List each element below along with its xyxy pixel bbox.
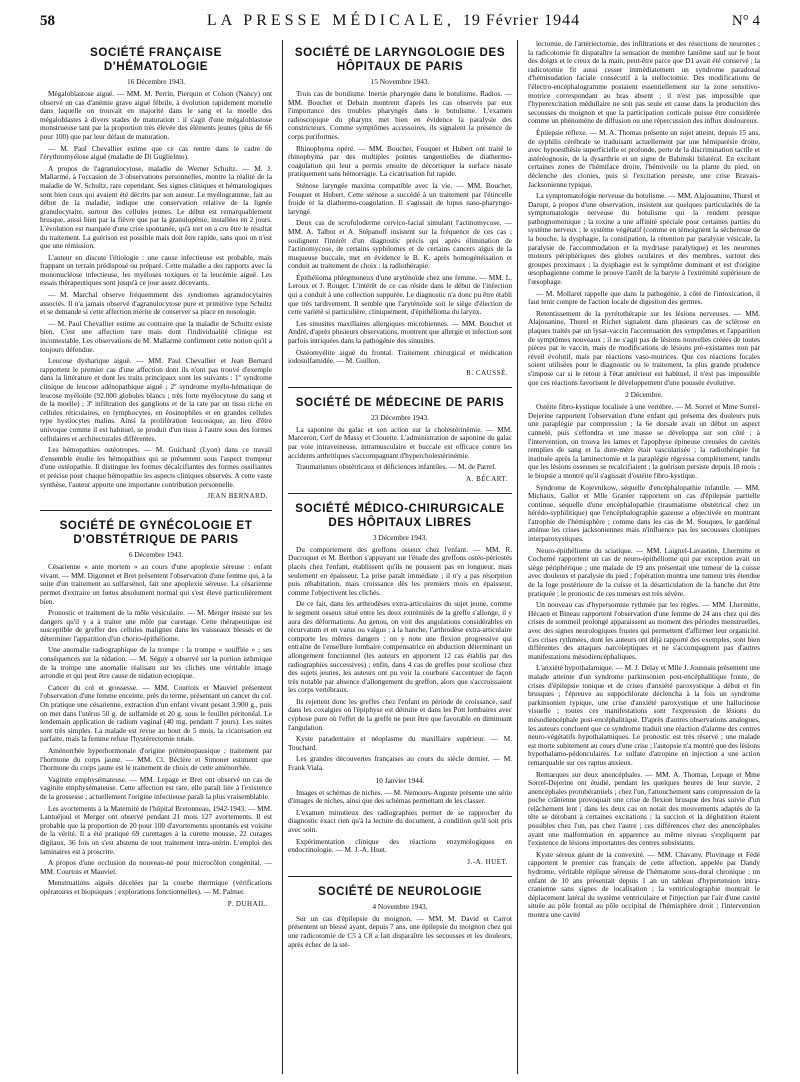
signature: J.-A. HUET.: [467, 857, 509, 866]
article-group: [528, 40, 760, 387]
signature: JEAN BERNARD.: [207, 492, 268, 501]
column-middle: [282, 40, 518, 1074]
article-paragraph: De ce fait, dans les arthrodèses extra-articulaires du sujet jeune, comme le segment osseux situé entre les deux extrémités de la greffe s'allonge, il y aura des déformations. Au genou, on voit des angulations considérables en récurvatum et en varus ou valgus ; à la hanche, l'arthrodèse extra-articulaire comporte les mêmes dangers : on y note une flexion progressive qui entraîne de l'ensellure lombaire compensatrice en abduction déterminant un allongement fonctionnel (les auteurs en apportent 12 cas établis par des radiographies successives) ; enfin, dans 4 cas de greffes pour scoliose chez des sujets jeunes, les auteurs ont pu voir la courbure s'accentuer de façon très notable par absence d'allongement du greffon, alors que s'accroissaient les corps vertébraux.: [287, 599, 513, 695]
section-date: 2 Décembre.: [625, 390, 663, 400]
article-group: [288, 915, 512, 949]
article-paragraph: Ostéomyélite aiguë du frontal. Traitement chirurgical et médication iodosulfamidée. — M. Guillon.: [287, 347, 513, 366]
article-group: [40, 90, 272, 489]
article-paragraph: Leucose dysharique aiguë. — MM. Paul Chevallier et Jean Bernard rapportent le premier cas d'une affection dont ils n'ont pas trouvé d'exemple dans la littérature et dont les traits principaux sont les suivants : 1º syndrome clinique de leucose adénopathique aiguë ; 2º syndrome myélo-hématique de leucose myéloïde (92.000 globules blancs ; très forte myélocytose du sang et de la moelle) ; 3º infiltration des ganglions et de la rate par un tissu riche en cellules réticulaires, en lymphocytes, en éosinophiles et en grandes cellules type hystiocytes malins. Ainsi la prolifération leucosique, au lieu d'être univoque comme il est habituel, se produit d'un tissu à l'autre sous des formes cellulaires et architecturales différentes.: [40, 356, 272, 443]
article-paragraph: — M. Paul Chevallier estime au contraire que la maladie de Schultz existe bien. C'est une affection rare mais dont l'individualité clinique est incontestable. Les observations de M. Mallarmé confirment cette notion qu'il a toujours défendue.: [40, 318, 272, 354]
section-title: SOCIÉTÉ DE MÉDECINE DE PARIS: [288, 387, 512, 410]
section-title: SOCIÉTÉ MÉDICO-CHIRURGICALE DES HÔPITAUX LIBRES: [288, 493, 512, 530]
article-paragraph: Les avortements à la Maternité de l'hôpital Bretonneau, 1942-1943. — MM. Lantuéjoul et Merger ont observé pendant 21 mois 127 avortements. Il est probable que la proportion de 20 pour 100 d'avortements spontanés est voisine de la vérité. Il a été pratiqué 69 curettages à la curette mousse, 22 curages digitaux, 36 fois on s'est abstenu de tout traitement intra-utérin. L'emploi des laminaires est à proscrire.: [40, 803, 272, 856]
article-paragraph: Syndrome de Kojevnikow, séquelle d'encéphalopathie infantile. — MM. Michaux, Gallot et Mlle Granier rapportent un cas d'épilepsie partielle continue, séquelle d'une encéphalopathie (traumatisme obstétrical chez un hérédo-syphilitique) que l'encéphalographie gazeuse a objectivée en montrant l'atrophie de l'hémisphère ; comme dans les cas de M. Souques, le gardénal atténue les crises jacksoniennes mais n'influence pas les secousses cloniques interparoxystiques.: [528, 482, 761, 544]
article-group: [288, 426, 512, 472]
issue-number: N° 4: [731, 12, 760, 29]
section-date: 23 Décembre 1943.: [370, 412, 430, 422]
section-date: 15 Novembre 1943.: [370, 77, 430, 86]
section-title: SOCIÉTÉ DE LARYNGOLOGIE DES HÔPITAUX DE PARIS: [294, 46, 506, 73]
signature: A. BÉCART.: [466, 474, 509, 483]
article-paragraph: Menstruations aiguës décelées par la courbe thermique (vérifications opératoires et biopsiques ; explorations fonctionnelles). — M. Palmer.: [40, 878, 272, 896]
article-group: [528, 403, 760, 919]
article-paragraph: Les hémopathies ostéotropes. — M. Guichard (Lyon) dans ce travail d'ensemble étudie les hémopathies qui se présentent sous l'aspect trompeur d'une ostéopathie. Il distingue les formes décalcifiantes des formes ossifiantes et précise pour chaque hémopathie les aspects cliniques observés. A cette vaste synthèse, l'auteur apporte une importante contribution personnelle.: [40, 445, 272, 489]
article-paragraph: Expérimentation clinique des réactions enzymologiques en endocrinologie. — M. J.-A. Huet.: [287, 836, 513, 855]
article-paragraph: Rhinophyma opéré. — MM. Bouchet, Fouquet et Hubert ont traité le rhinophyma par des multiples pointes tangentielles de diathermo-coagulation qui leur a permis ensuite de décortiquer la surface nasale pratiquement sans hémorragie. La cicatrisation fut rapide.: [287, 143, 513, 179]
section-date: 10 Janvier 1944.: [375, 775, 425, 785]
columns: [40, 40, 760, 1074]
article-paragraph: Kyste séreux géant de la convexité. — MM. Chavany, Pluvinage et Fédé rapportent le premier cas français de cette affection, appelée par Dandy hydrome, véritable réplique séreuse de l'hématome sous-dural chronique ; un enfant de 10 ans présentait depuis 1 an un tableau d'hypertension intra-cranienne sans signes de localisation ; la ventriculographie montrait le déplacement latéral du système ventriculaire et l'injection par l'air d'une cavité située au pôle frontal au pôle occipital de l'hémisphère droit ; l'intervention montra une cavité: [528, 849, 761, 919]
article-group: [40, 563, 272, 896]
article-paragraph: Sur un cas d'épilepsie du moignon. — MM. M. David et Carrot présentent un blessé ayant, depuis 7 ans, une épilepsie du moignon chez qui une radicotomie de C5 à C8 a fait disparaître les secousses et les douleurs, après échec de la sté-: [287, 913, 513, 949]
article-paragraph: Césarienne « ante mortem » au cours d'une apoplexie séreuse : enfant vivant. — MM. Digonnet et Bret présentent l'observation d'une femme qui, à la suite d'un traitement au sulfarsénol, fait une apoplexie séreuse. La césarienne permet d'extraire un fœtus absolument normal qui s'est élevé particulièrement bien.: [40, 562, 272, 606]
article-paragraph: La symptomatologie nerveuse du botulisme. — MM. Alajouanine, Thurel et Darupt, à propos d'une observation, insistent sur quelques particularités de la symptomatologie nerveuse du botulisme qui la rendent presque pathognomonique ; la toxine a une affinité spéciale pour certaines parties du système nerveux ; le système végétatif (comme en témoignent la sécheresse de la bouche, la dysphagie, la constipation, la rétention par paralysie vésicale, la paralysie de l'accommodation et la mydriase paralytique) et les neurones moteurs périphériques des globes oculaires et des membres, surtout des groupes proximaux ; la dysphagie est le symptôme dominant et est d'origine œsophagienne comme le prouve l'arrêt de la baryte à l'extrémité supérieure de l'œsophage.: [528, 191, 761, 287]
article-paragraph: A propos de l'agranulocytose, maladie de Werner Schultz. — M. J. Mallarmé, à l'occasion de 3 observations personnelles, montre la réalité de la maladie de W. Schultz, rare cependant. Ses signes cliniques et hématologiques sont bien ceux qui avaient été décrits par son auteur. Le myélogramme, fait au début de la maladie, indique une conservation relative de la lignée granulocytaire, surtout des cellules jeunes. Le début est remarquablement brusque, aussi bien par la fièvre que par la granulopénie, installées en 2 jours. L'évolution est marquée d'une crise spontanée, qu'à tort on a cru être le résultat du traitement. La guérison est possible mais doit être rapide, sans quoi on n'est que une rémission.: [40, 163, 272, 251]
signature: P. DUHAIL.: [227, 899, 268, 908]
article-paragraph: L'auteur en discute l'étiologie : une cause infectieuse est probable, mais frappant un terrain prédisposé ou préparé. Cette maladie a des rapports avec la mononucléose infectieuse, les myéloses toxiques et la leucémie aiguë. Les essais thérapeutiques sont jusqu'à ce jour assez décevants.: [40, 252, 272, 288]
article-paragraph: Trois cas de botulisme. Inertie pharyngée dans le botulisme. Radios. — MM. Bouchet et Debain montrent d'après les cas observés par eux l'importance des troubles pharyngés dans le botulisme. L'examen radioscopique du pharynx met bien en évidence la paralysie des constricteurs. Comme symptômes accessoires, ils signalent la présence de corps puriformes.: [287, 89, 513, 141]
section-title: SOCIÉTÉ DE GYNÉCOLOGIE ET D'OBSTÉTRIQUE DE PARIS: [40, 510, 272, 547]
article-paragraph: Retentissement de la pyrétothérapie sur les lésions nerveuses. — MM. Alajouanine, Thurel et Richet signalent dans plusieurs cas de sclérose en plaques traités par un lysat-vaccin l'accentuation des symptômes et l'apparition de symptômes nouveaux ; il ne s'agit pas de lésions nouvelles créées de toutes pièces par le vaccin, mais de modifications de lésions pré-existantes non par réveil évolutif, mais par réactions vaso-motrices. Que ces réactions focales soient utilisées pour le diagnostic ou le traitement, la plus grande prudence s'impose car si le retour à l'état antérieur est habituel, il n'est pas impossible que ces réactions favorisent le développement d'une poussée évolutive.: [528, 308, 761, 387]
article-paragraph: Ils rejettent donc les greffes chez l'enfant en période de croissance, sauf dans les coxalgies où l'épiphyse est détruite et dans les Pott lombaires avec cyphose pure où l'effet de la greffe ne peut être que favorable en diminuant l'angulation.: [287, 696, 513, 732]
article-group: [288, 90, 512, 366]
article-paragraph: L'anxiété hypothalamique. — M. J. Delay et Mlle J. Jounnais présentent une malade atteinte d'un syndrome parkinsonien post-encéphalitique fruste, de crises d'épilepsie tonique et de crises d'anxiété paroxystique à début et fin brusques ; l'épreuve au suppochlorate déclencha à la fois un syndrome parkinsonien typique, une crise d'anxiété paroxystique et une hallucinose visuelle ; toutes ces manifestations sont l'expression de lésions du mésodiencéphale post-encéphalitique. D'après d'autres observations analogues, les auteurs concluent que ce syndrome traduit une réaction d'alarme des centres neuro-végétatifs hypothalamiques. Le pronostic est très réservé ; une malade est morte subitement au cours d'une crise ; l'autopsie n'a montré que des lésions hypothalamo-pédonculaires. Le sulfate d'atropine en injection a une action remarquable sur ces raptus anxieux.: [528, 663, 761, 767]
article-paragraph: Du comportement des greffons osseux chez l'enfant. — MM. R. Ducroquet et M. Berthon s'appuyant sur l'étude des greffons ostéo-périostés placés chez l'enfant, établissent qu'ils ne poussent pas en longueur, mais seulement en épaisseur. La prise paraît immédiate ; il n'y a pas résorption puis réhabitation, mais croissance dès les premiers mois en épaisseur, comme l'objectivent les clichés.: [287, 544, 513, 597]
article-group: [288, 546, 512, 773]
article-paragraph: Les grandes découvertes françaises au cours du siècle dernier. — M. Frank Viala.: [287, 754, 513, 773]
journal-name: LA PRESSE MÉDICALE: [206, 12, 447, 29]
article-paragraph: Cancer du col et grossesse. — MM. Courtois et Mauviel présentent l'observation d'une femme enceinte, près du terme, présentant un cancer du col. On pratique une césarienne, extraction d'un enfant vivant pesant 3.900 g., puis on met dans l'utérus 50 g. de sulfamide et 20 g. sous le feuillet péritonéal. Le lendemain application de radium vaginal (40 mg. pendant 7 jours). Les suites sont très simples. La malade est revue au bout de 5 mois, la cicatrisation est parfaite, mais la femme refuse l'hystérectomie totale.: [40, 682, 272, 744]
article-paragraph: Un nouveau cas d'hypersomnie rythmée par les règles. — MM. Lhermitte, Hécaen et Bineau rapportent l'observation d'une femme de 24 ans chez qui des crises de sommeil prolongé apparaissent au moment des périodes menstruelles, avec des signes neurologiques frustes qui permettent d'affirmer leur organicité. Ces crises rythmées, dont les auteurs ont déjà rapporté des exemples, sont bien différentes des attaques narcoleptiques et ne s'accompagnent pas d'autres manifestations mésodiencéphaliques.: [528, 600, 761, 661]
article-paragraph: Images et schémas de niches. — M. Nemours-Auguste présente une série d'images de niches, ainsi que des schémas permettant de les classer.: [287, 787, 513, 806]
section-title: SOCIÉTÉ FRANÇAISE D'HÉMATOLOGIE: [90, 46, 222, 73]
article-paragraph: Kyste paradentaire et néoplasme du maxillaire supérieur. — M. Touchard.: [287, 734, 513, 752]
article-paragraph: Épithélioma phlegmoneux d'une aryténoïde chez une femme. — MM. L. Leroux et J. Rouget. L'intérêt de ce cas réside dans le début de l'infection qui a conduit à une collection suppurée. Le diagnostic n'a donc pu être établi que très tardivement. Il semble que l'aryténoïde soit le siège d'élection de cette variété si particulière, cliniquement, d'épithélioma du larynx.: [287, 272, 513, 317]
article-paragraph: lectomie, de l'artériectomie, des infiltrations et des résections de neurones ; la radicotomie fit disparaître la sensation de membre fantôme sauf sur le bout des doigts et le creux de la main, peut-être parce que D1 avait été conservé ; la radicotomie fit aussi cesser immédiatement un syndrome paradoxal d'hémisudation faciale consécutif à la stellectomie. Des modifications de l'électro-encéphalogramme postaient essentiellement sur la zone sensitivo-motrice correspondant au bras absent ; il n'est pas impossible que l'hyperexcitation médullaire ne soit pas seule en cause dans la production des secousses du moignon et que la participation corticale puisse être considérée comme un phénomène de diffusion ou une répercussion des influx douloureux.: [528, 40, 761, 126]
article-paragraph: Une anomalie radiographique de la trompe : la trompe « soufflée » ; ses conséquences sur la nidation. — M. Séguy a observé sur la portion isthmique de la trompe une anomalie réalisant sur les clichés une véritable image arrondie et qui peut être cause de nidation ectopique.: [40, 645, 272, 681]
article-paragraph: Vaginite emphysémateuse. — MM. Lepage et Bret ont observé un cas de vaginite emphysémateuse. Cette affection est rare, elle paraît liée à l'existence de la grossesse ; actuellement l'origine infectieuse paraît la plus vraisemblable.: [40, 774, 272, 801]
section-date: 16 Décembre 1943.: [126, 77, 186, 86]
article-paragraph: Aménorrhée hyperhormonale d'origine préménopausique ; traitement par l'hormone du corps jaune. — MM. Cl. Béclère et Simonet estiment que l'hormone du corps jaune est le traitement de choix de cette aménorrhée.: [40, 746, 272, 773]
article-paragraph: L'examen minutieux des radiographies permet de se rapprocher du diagnostic exact rien qu'à la lecture du document, à condition qu'il soit pris avec soin.: [287, 807, 513, 834]
article-paragraph: Mégaloblastose aiguë. — MM. M. Perrin, Pierquin et Colson (Nancy) ont observé un cas d'anémie grave aiguë fébrile, à évolution rapidement mortelle dans laquelle on trouvait en majorité dans le sang et la moelle des mégaloblastes à divers stades de maturation : il s'agit d'une mégaloblastose monstrueuse tant par la proportion très élevée des éléments jeunes (plus de 66 pour 100) que par leur défaut de maturation.: [40, 89, 272, 141]
article-paragraph: Ostéite fibro-kystique localisée à une vertèbre. — M. Sorrel et Mme Sorrel-Dejerine rapportent l'observation d'une enfant qui présenta des douleurs puis une paraplégie par compression ; la 6e dorsale avait un début un aspect cannelé, puis s'effondra et une masse se développa sur son côté ; à l'intervention, on trouva les lames et l'apophyse épineuse creusées de cavités remplies de sang et la dure-mère était vascularisée ; la radiothérapie fut instituée après la laminectomie et la paraplégie régressa complètement, tandis que les lésions osseuses se recalcifiaient ; la guérison persiste depuis 18 mois ; le biopsie a montré qu'il s'agissait d'ostéite fibro-kystique.: [528, 402, 761, 480]
article-paragraph: Épilepsie réflexe. — M. A. Thomas présente un sujet atteint, depuis 15 ans, de syphilis cérébrale se traduisant actuellement par une hémiparésie droite, avec hypoesthésie superficielle et profonde, perte de la discrimination tactile et astéréognosie, de la dysarthrie et un signe de Babinski bilatéral. En excitant certaines zones de l'hémiface droite, l'hémivoile ou la plante du pied, on déclenche des clonies, puis si l'excitation persiste, une crise Bravais-Jacksonienne typique.: [528, 127, 761, 189]
column-right: [528, 40, 760, 1074]
article-paragraph: Pronostic et traitement de la môle vésiculaire. — M. Merger insiste sur les dangers qu'il y a à traiter une môle par curetage. Cette thérapeutique est susceptible de greffer des cellules malignes dans les vaisseaux blessés et de déterminer l'apparition d'un chorio-épithéliome.: [40, 608, 272, 643]
section-date: 3 Décembre 1943.: [372, 532, 428, 542]
article-group: [288, 789, 512, 855]
issue-date: 19 Février 1944: [462, 12, 581, 29]
article-paragraph: — M. Mollaret rappelle que dans la pathogénie, à côté de l'intoxication, il faut tenir compte de l'action locale de digestion des germes.: [528, 288, 761, 307]
journal-title: LA PRESSE MÉDICALE, 19 Février 1944: [206, 12, 581, 29]
page-header: [40, 6, 760, 36]
article-paragraph: Neuro-épithéliome du sciatique. — MM. Laignel-Lavastine, Lhermitte et Cochemé rapportent un cas de neuro-épithéliome qui par exception avait un siège périphérique ; une malade de 19 ans présentait une tumeur de la cuisse avec douleurs et paralysie du pied ; l'opération montra une tumeur très étendue de la loge postérieure de la cuisse et la désarticulation de la hanche dut être pratiquée ; le pronostic de ces tumeurs est très sévère.: [528, 545, 761, 598]
section-date: 4 Novembre 1943.: [372, 901, 428, 911]
article-paragraph: Remarques sur deux anencéphales. — MM. A. Thomas, Lepage et Mme Sorrel-Dejerine ont étudié, pendant les quelques heures de leur survie, 2 anencéphales protubérantiels ; chez l'un, l'attouchement sans compression de la poche crânienne provoquait une crise de flexion brusque des bras suivie d'un relâchement lent ; dans les deux cas on notait des mouvements adaptés de la tête se dérobant à certaines excitations ; la succion et la déglutition étaient possibles chez l'un, pas chez l'autre ; ces différences chez des anencéphales ayant une malformation en apparence au même niveau s'expliquent par l'existence de lésions importantes des centres subsistants.: [528, 769, 761, 848]
article-paragraph: Sténose laryngée maxima compatible avec la vie. — MM. Bouchet, Fouquet et Hubert. Cette sténose a succédé à un traitement par l'étincelle froide et la diathermo-coagulation. Il s'agissait de lupus naso-pharyngo-laryngé.: [287, 180, 513, 216]
article-paragraph: — M. Marchal observe fréquemment des syndromes agranulocytaires associés. Il n'a jamais observé d'agranulocytose pure et primitive type Schultz et se demande si cette affection mérite de conserver sa place en nosologie.: [40, 290, 272, 317]
section-date: 6 Décembre 1943.: [128, 550, 184, 560]
article-paragraph: A propos d'une occlusion du nouveau-né pour microcôlon congénital. — MM. Courtois et Mauviel.: [40, 858, 272, 876]
section-title: SOCIÉTÉ DE NEUROLOGIE: [288, 876, 512, 899]
signature: R. CAUSSÉ.: [466, 368, 509, 377]
article-paragraph: — M. Paul Chevallier estime que ce cas rentre dans le cadre de l'érythromyélose aiguë (maladie de Di Guglielmo).: [40, 143, 272, 162]
article-paragraph: Deux cas de scrofuloderme cervico-facial simulant l'actinomycose. — MM. A. Talbot et A. Stépanoff insistent sur la fréquence de ces cas ; soulignent l'intérêt d'un diagnostic précis qui après élimination de l'actinomycose, de certains syphilomes et de certains cancers aigus de la muqueuse buccale, met en évidence le B. K. après homogénéisation et conduit au traitement de choix : la radiothérapie.: [287, 218, 513, 271]
page-number: 58: [40, 12, 55, 29]
article-paragraph: La saponine du galac et son action sur la cholestérinémie. — MM. Marceron, Cerf de Massy et Clouette. L'administration de saponine du galac par voie intraveineuse, intramusculaire et buccale est efficace contre les accidents arthritiques s'accompagnant d'hypercholestérinémie.: [287, 424, 513, 460]
article-paragraph: Traumatismes obstétricaux et déficiences infantiles. — M. de Parrel.: [295, 462, 497, 472]
column-left: [40, 40, 272, 1074]
article-paragraph: Les sinusites maxillaires allergiques microbiennes. — MM. Bouchet et André, d'après plusieurs observations, montrent que allergie et infection sont parfois intriquées dans la pathogénie des sinusites.: [287, 318, 513, 346]
